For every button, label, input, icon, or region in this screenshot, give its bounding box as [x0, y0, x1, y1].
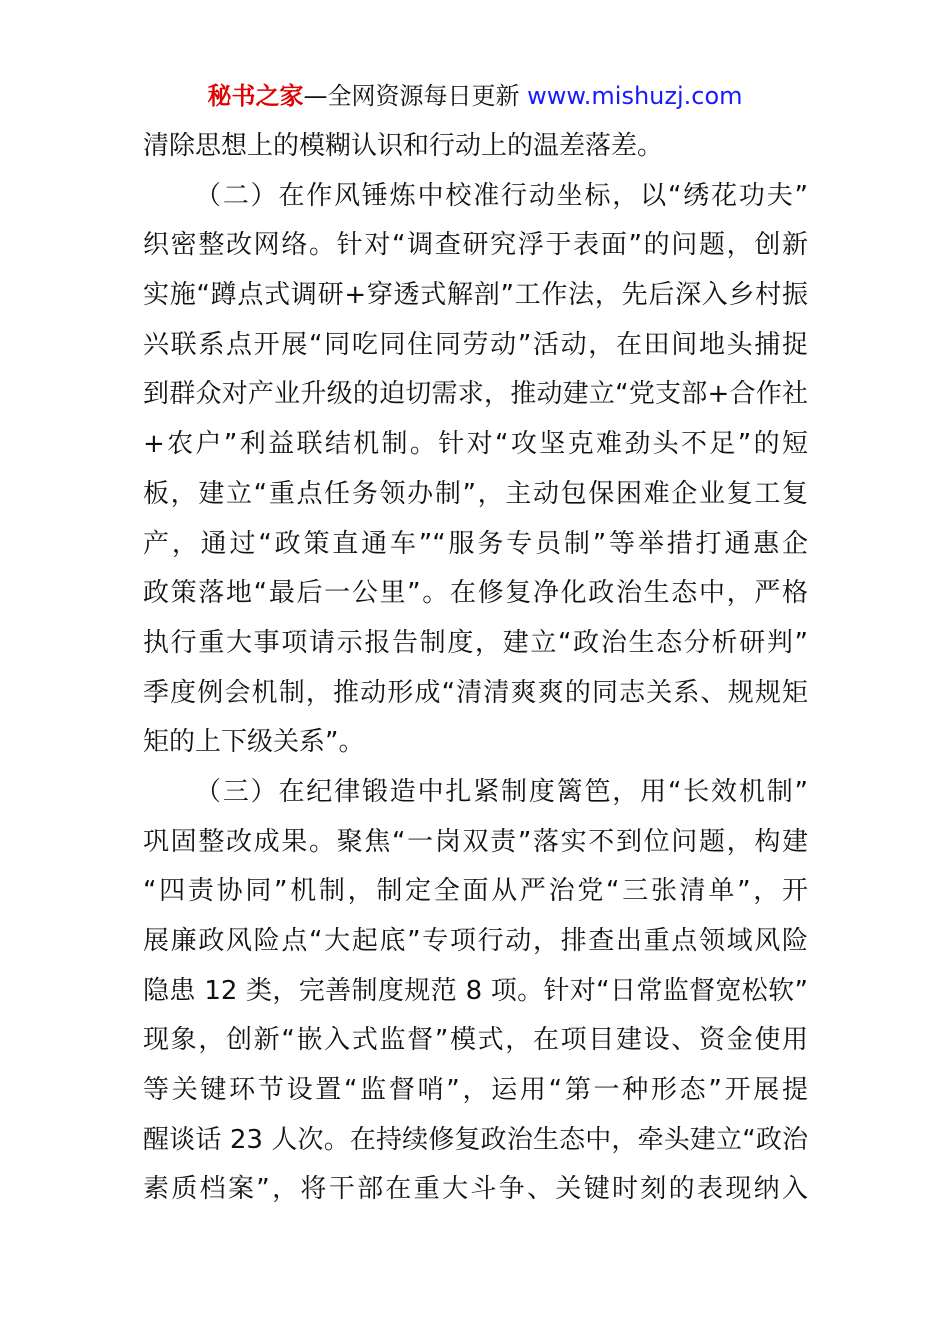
- text-line: 到群众对产业升级的迫切需求，推动建立“党支部+合作社: [143, 379, 808, 410]
- text-line: 执行重大事项请示报告制度，建立“政治生态分析研判”: [143, 627, 808, 658]
- text-line: 醒谈话 23 人次。在持续修复政治生态中，牵头建立“政治: [143, 1124, 808, 1155]
- paragraph-2-first-line: （二）在作风锤炼中校准行动坐标，以“绣花功夫”: [195, 180, 808, 211]
- text-line: 织密整改网络。针对“调查研究浮于表面”的问题，创新: [143, 230, 808, 261]
- text-line: 矩的上下级关系”。: [143, 727, 365, 758]
- text-line: 隐患 12 类，完善制度规范 8 项。针对“日常监督宽松软”: [143, 975, 808, 1006]
- page-header: [0, 78, 950, 114]
- text-line: 等关键环节设置“监督哨”，运用“第一种形态”开展提: [143, 1075, 808, 1106]
- text-line: +农户”利益联结机制。针对“攻坚克难劲头不足”的短: [143, 429, 808, 460]
- text-line: 板，建立“重点任务领办制”，主动包保困难企业复工复: [143, 478, 808, 509]
- text-line: 兴联系点开展“同吃同住同劳动”活动，在田间地头捕捉: [143, 329, 808, 360]
- text-line: 素质档案”，将干部在重大斗争、关键时刻的表现纳入: [143, 1174, 808, 1205]
- document-body: [143, 122, 808, 1215]
- text-line: “四责协同”机制，制定全面从严治党“三张清单”，开: [143, 876, 808, 907]
- text-line: 政策落地“最后一公里”。在修复净化政治生态中，严格: [143, 578, 808, 609]
- text-line: 清除思想上的模糊认识和行动上的温差落差。: [143, 131, 664, 161]
- text-line: 现象，创新“嵌入式监督”模式，在项目建设、资金使用: [143, 1025, 808, 1056]
- text-line: 巩固整改成果。聚焦“一岗双责”落实不到位问题，构建: [143, 826, 808, 857]
- brand-name: 秘书之家: [207, 82, 304, 110]
- text-line: 实施“蹲点式调研+穿透式解剖”工作法，先后深入乡村振: [143, 280, 808, 311]
- paragraph-3-first-line: （三）在纪律锻造中扎紧制度篱笆，用“长效机制”: [195, 776, 808, 807]
- header-tagline: —全网资源每日更新: [303, 82, 520, 110]
- website-link[interactable]: www.mishuzj.com: [527, 82, 743, 110]
- text-line: 产，通过“政策直通车”“服务专员制”等举措打通惠企: [143, 528, 808, 559]
- text-line: 季度例会机制，推动形成“清清爽爽的同志关系、规规矩: [143, 677, 808, 708]
- text-line: 展廉政风险点“大起底”专项行动，排查出重点领域风险: [143, 926, 808, 956]
